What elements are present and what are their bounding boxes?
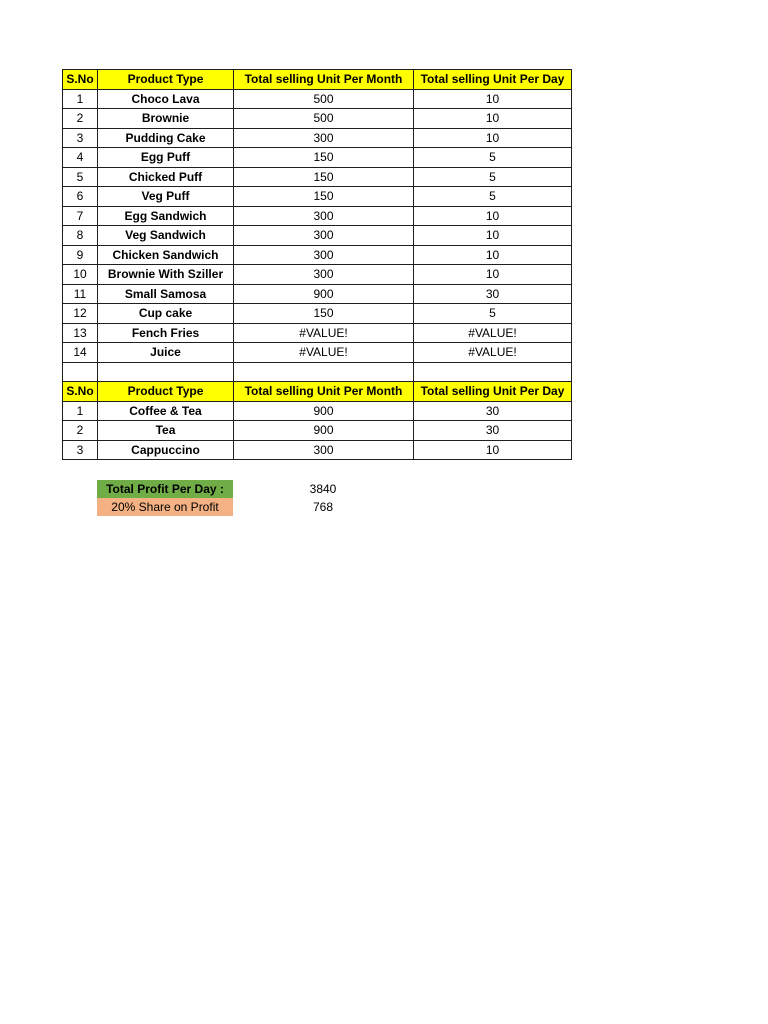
cell-sno[interactable]: 3	[63, 128, 98, 148]
spreadsheet-table	[62, 69, 572, 460]
cell-product-type[interactable]: Choco Lava	[98, 89, 234, 109]
cell-units-per-day[interactable]: 10	[414, 89, 572, 109]
header-units-per-month[interactable]: Total selling Unit Per Month	[234, 70, 414, 90]
cell-units-per-month[interactable]: 300	[234, 265, 414, 285]
cell-units-per-day[interactable]: 5	[414, 148, 572, 168]
cell-product-type[interactable]: Veg Puff	[98, 187, 234, 207]
cell-product-type[interactable]: Chicked Puff	[98, 167, 234, 187]
cell-product-type[interactable]: Fench Fries	[98, 323, 234, 343]
cell-product-type[interactable]: Brownie	[98, 109, 234, 129]
table-row	[63, 109, 572, 129]
table-row	[63, 323, 572, 343]
table-row	[63, 206, 572, 226]
cell-product-type[interactable]: Small Samosa	[98, 284, 234, 304]
cell-sno[interactable]: 12	[63, 304, 98, 324]
cell-product-type[interactable]: Cappuccino	[98, 440, 234, 460]
table-row	[63, 265, 572, 285]
table-row	[63, 128, 572, 148]
cell-product-type[interactable]: Juice	[98, 343, 234, 363]
header-sno[interactable]: S.No	[63, 382, 98, 402]
header-units-per-day[interactable]: Total selling Unit Per Day	[414, 382, 572, 402]
cell-units-per-day[interactable]: 10	[414, 440, 572, 460]
table-row	[63, 421, 572, 441]
cell-units-per-month[interactable]: #VALUE!	[234, 343, 414, 363]
cell-product-type[interactable]: Cup cake	[98, 304, 234, 324]
cell-sno[interactable]: 9	[63, 245, 98, 265]
cell-sno[interactable]: 3	[63, 440, 98, 460]
cell-units-per-day[interactable]: 10	[414, 245, 572, 265]
cell-units-per-month[interactable]: #VALUE!	[234, 323, 414, 343]
cell-units-per-day[interactable]: 10	[414, 128, 572, 148]
cell-sno[interactable]: 1	[63, 89, 98, 109]
cell-units-per-month[interactable]: 300	[234, 226, 414, 246]
cell-product-type[interactable]: Veg Sandwich	[98, 226, 234, 246]
table-row	[63, 245, 572, 265]
header-row-1	[63, 70, 572, 90]
cell-units-per-day[interactable]: 10	[414, 109, 572, 129]
cell-units-per-day[interactable]: #VALUE!	[414, 323, 572, 343]
header-row-2	[63, 382, 572, 402]
table-row	[63, 187, 572, 207]
cell-sno[interactable]: 6	[63, 187, 98, 207]
empty-cell[interactable]	[234, 362, 414, 382]
cell-sno[interactable]: 5	[63, 167, 98, 187]
header-sno[interactable]: S.No	[63, 70, 98, 90]
cell-units-per-day[interactable]: 10	[414, 226, 572, 246]
table-row	[63, 167, 572, 187]
cell-sno[interactable]: 2	[63, 421, 98, 441]
table-row	[63, 226, 572, 246]
cell-units-per-day[interactable]: 5	[414, 167, 572, 187]
cell-sno[interactable]: 14	[63, 343, 98, 363]
table-row	[63, 440, 572, 460]
total-profit-label[interactable]: Total Profit Per Day :	[97, 480, 233, 498]
cell-sno[interactable]: 1	[63, 401, 98, 421]
spreadsheet-body	[63, 70, 572, 460]
empty-cell[interactable]	[98, 362, 234, 382]
cell-product-type[interactable]: Egg Puff	[98, 148, 234, 168]
cell-product-type[interactable]: Brownie With Sziller	[98, 265, 234, 285]
cell-product-type[interactable]: Coffee & Tea	[98, 401, 234, 421]
cell-units-per-day[interactable]: 30	[414, 401, 572, 421]
header-product-type[interactable]: Product Type	[98, 70, 234, 90]
total-profit-row	[97, 480, 413, 498]
cell-units-per-month[interactable]: 300	[234, 206, 414, 226]
cell-units-per-month[interactable]: 500	[234, 109, 414, 129]
cell-units-per-day[interactable]: 5	[414, 187, 572, 207]
table-row	[63, 148, 572, 168]
cell-units-per-day[interactable]: 30	[414, 421, 572, 441]
cell-units-per-month[interactable]: 900	[234, 284, 414, 304]
cell-product-type[interactable]: Tea	[98, 421, 234, 441]
cell-units-per-day[interactable]: 10	[414, 265, 572, 285]
cell-sno[interactable]: 7	[63, 206, 98, 226]
header-units-per-day[interactable]: Total selling Unit Per Day	[414, 70, 572, 90]
cell-product-type[interactable]: Pudding Cake	[98, 128, 234, 148]
cell-units-per-month[interactable]: 150	[234, 187, 414, 207]
profit-share-value[interactable]: 768	[312, 500, 334, 514]
cell-units-per-month[interactable]: 300	[234, 245, 414, 265]
cell-sno[interactable]: 4	[63, 148, 98, 168]
table-row	[63, 284, 572, 304]
cell-sno[interactable]: 13	[63, 323, 98, 343]
cell-units-per-month[interactable]: 150	[234, 167, 414, 187]
cell-units-per-day[interactable]: 10	[414, 206, 572, 226]
cell-units-per-day[interactable]: #VALUE!	[414, 343, 572, 363]
empty-cell[interactable]	[414, 362, 572, 382]
table-row	[63, 304, 572, 324]
cell-units-per-month[interactable]: 300	[234, 128, 414, 148]
cell-sno[interactable]: 2	[63, 109, 98, 129]
table-row	[63, 401, 572, 421]
profit-share-row	[97, 498, 413, 516]
cell-units-per-month[interactable]: 900	[234, 421, 414, 441]
blank-row	[63, 362, 572, 382]
table-row	[63, 343, 572, 363]
cell-units-per-day[interactable]: 30	[414, 284, 572, 304]
cell-sno[interactable]: 10	[63, 265, 98, 285]
cell-sno[interactable]: 11	[63, 284, 98, 304]
cell-units-per-month[interactable]: 500	[234, 89, 414, 109]
table-row	[63, 89, 572, 109]
cell-units-per-month[interactable]: 900	[234, 401, 414, 421]
total-profit-value[interactable]: 3840	[309, 482, 337, 496]
empty-cell[interactable]	[63, 362, 98, 382]
summary-block	[97, 480, 413, 516]
cell-units-per-month[interactable]: 150	[234, 148, 414, 168]
cell-units-per-day[interactable]: 5	[414, 304, 572, 324]
header-product-type[interactable]: Product Type	[98, 382, 234, 402]
header-units-per-month[interactable]: Total selling Unit Per Month	[234, 382, 414, 402]
cell-product-type[interactable]: Egg Sandwich	[98, 206, 234, 226]
cell-units-per-month[interactable]: 150	[234, 304, 414, 324]
profit-share-label[interactable]: 20% Share on Profit	[97, 498, 233, 516]
cell-units-per-month[interactable]: 300	[234, 440, 414, 460]
cell-product-type[interactable]: Chicken Sandwich	[98, 245, 234, 265]
cell-sno[interactable]: 8	[63, 226, 98, 246]
